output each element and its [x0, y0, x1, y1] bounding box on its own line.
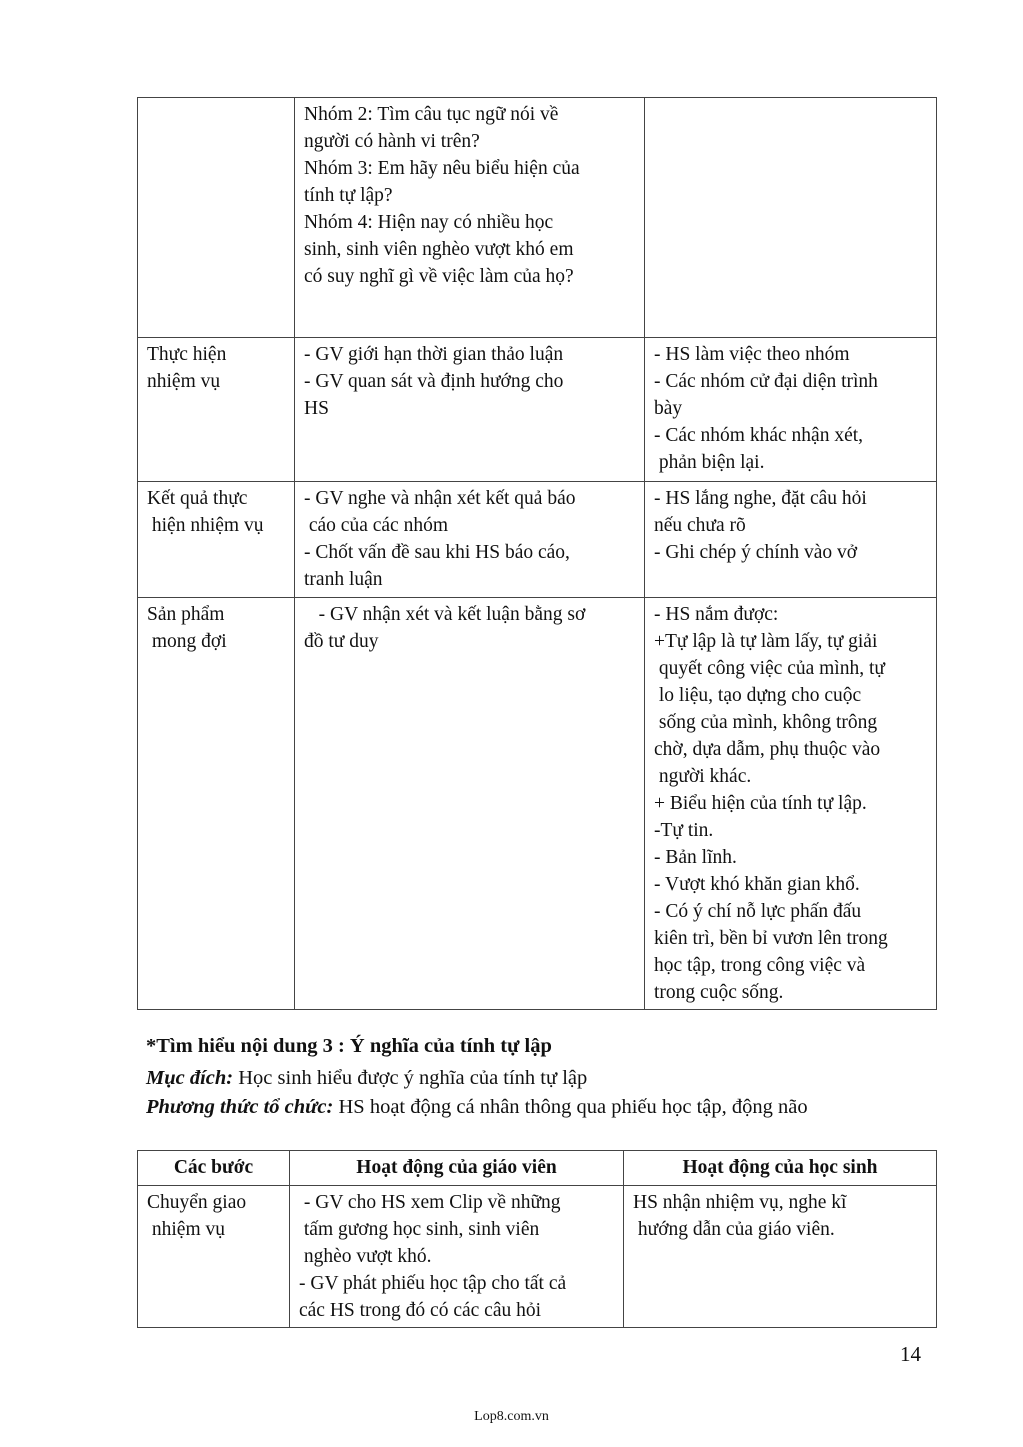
page-number: 14 [900, 1342, 921, 1366]
activity-table-section3 [137, 1150, 937, 1328]
cell-line: Chuyển giao [147, 1192, 247, 1213]
cell-line: - Có ý chí nỗ lực phấn đấu [654, 901, 862, 922]
table-row [138, 598, 937, 1010]
cell-line: - GV giới hạn thời gian thảo luận [304, 344, 564, 365]
cell-student [645, 98, 937, 338]
table-header-row [138, 1151, 937, 1186]
table-row [138, 482, 937, 598]
cell-student [645, 482, 937, 598]
method-line [146, 1091, 808, 1123]
cell-line: Sản phẩm [147, 604, 225, 625]
section-heading: *Tìm hiểu nội dung 3 : Ý nghĩa của tính tự lập [146, 1035, 552, 1057]
cell-line: Nhóm 3: Em hãy nêu biểu hiện của [304, 158, 580, 179]
cell-student [624, 1186, 937, 1328]
cell-teacher [295, 598, 645, 1010]
header-student: Hoạt động của học sinh [624, 1151, 937, 1186]
cell-line: - GV phát phiếu học tập cho tất cả [299, 1273, 567, 1294]
cell-student [645, 598, 937, 1010]
cell-line: các HS trong đó có các câu hỏi [299, 1300, 542, 1321]
cell-line: - Vượt khó khăn gian khổ. [654, 874, 860, 895]
cell-line: cáo của các nhóm [304, 515, 449, 536]
cell-line: - GV quan sát và định hướng cho [304, 371, 564, 392]
cell-line: Nhóm 4: Hiện nay có nhiều học [304, 212, 554, 233]
cell-line: hướng dẫn của giáo viên. [633, 1219, 835, 1240]
cell-line: nếu chưa rõ [654, 515, 746, 536]
cell-line: - Các nhóm khác nhận xét, [654, 425, 864, 446]
cell-line: - Ghi chép ý chính vào vở [654, 542, 858, 563]
method-text: HS hoạt động cá nhân thông qua phiếu học tập, động não [333, 1096, 808, 1118]
cell-line: - GV nghe và nhận xét kết quả báo [304, 488, 576, 509]
purpose-text: Học sinh hiểu được ý nghĩa của tính tự lập [233, 1067, 588, 1089]
cell-line: lo liệu, tạo dựng cho cuộc [654, 685, 862, 706]
cell-line: - HS làm việc theo nhóm [654, 344, 850, 365]
cell-line: HS [304, 398, 329, 419]
header-steps: Các bước [138, 1151, 290, 1186]
cell-line: nhiệm vụ [147, 1219, 225, 1240]
cell-line: +Tự lập là tự làm lấy, tự giải [654, 631, 878, 652]
cell-step [138, 98, 295, 338]
cell-teacher [290, 1186, 624, 1328]
cell-line: - Bản lĩnh. [654, 847, 737, 868]
cell-line: người khác. [654, 766, 752, 787]
activity-table-continued [137, 97, 937, 1010]
cell-line: nhiệm vụ [147, 371, 221, 392]
cell-teacher [295, 98, 645, 338]
table-row [138, 1186, 937, 1328]
cell-line: kiên trì, bền bỉ vươn lên trong [654, 928, 888, 949]
cell-line: tấm gương học sinh, sinh viên [299, 1219, 540, 1240]
cell-line: - GV nhận xét và kết luận bằng sơ [304, 604, 586, 625]
cell-line: Kết quả thực [147, 488, 248, 509]
cell-line: chờ, dựa dẫm, phụ thuộc vào [654, 739, 881, 760]
cell-line: - HS nắm được: [654, 604, 779, 625]
cell-step [138, 1186, 290, 1328]
cell-line: quyết công việc của mình, tự [654, 658, 885, 679]
cell-student [645, 338, 937, 482]
cell-line: người có hành vi trên? [304, 131, 480, 152]
purpose-label: Mục đích: [146, 1067, 234, 1089]
cell-line: sống của mình, không trông [654, 712, 878, 733]
method-label: Phương thức tổ chức: [146, 1096, 334, 1118]
cell-line: bày [654, 398, 683, 419]
cell-line: mong đợi [147, 631, 227, 652]
cell-line: -Tự tin. [654, 820, 714, 841]
cell-line: nghèo vượt khó. [299, 1246, 432, 1267]
cell-line: tranh luận [304, 569, 383, 590]
cell-line: phản biện lại. [654, 452, 765, 473]
cell-line: + Biểu hiện của tính tự lập. [654, 793, 867, 814]
cell-line: học tập, trong công việc và [654, 955, 866, 976]
cell-line: Thực hiện [147, 344, 227, 365]
footer-site: Lop8.com.vn [474, 1409, 549, 1424]
cell-line: trong cuộc sống. [654, 982, 784, 1003]
table-row [138, 98, 937, 338]
cell-line: Nhóm 2: Tìm câu tục ngữ nói về [304, 104, 559, 125]
purpose-line [146, 1062, 587, 1094]
cell-line: sinh, sinh viên nghèo vượt khó em [304, 239, 574, 260]
cell-step [138, 482, 295, 598]
cell-step [138, 338, 295, 482]
cell-line: HS nhận nhiệm vụ, nghe kĩ [633, 1192, 847, 1213]
cell-line: - Chốt vấn đề sau khi HS báo cáo, [304, 542, 570, 563]
cell-line: - HS lắng nghe, đặt câu hỏi [654, 488, 867, 509]
cell-line: hiện nhiệm vụ [147, 515, 264, 536]
cell-line: đồ tư duy [304, 631, 379, 652]
cell-teacher [295, 338, 645, 482]
header-teacher: Hoạt động của giáo viên [290, 1151, 624, 1186]
table-row [138, 338, 937, 482]
cell-step [138, 598, 295, 1010]
cell-teacher [295, 482, 645, 598]
cell-line: tính tự lập? [304, 185, 393, 206]
cell-line: - Các nhóm cử đại diện trình [654, 371, 878, 392]
cell-line: có suy nghĩ gì về việc làm của họ? [304, 266, 574, 287]
cell-line: - GV cho HS xem Clip về những [299, 1192, 561, 1213]
